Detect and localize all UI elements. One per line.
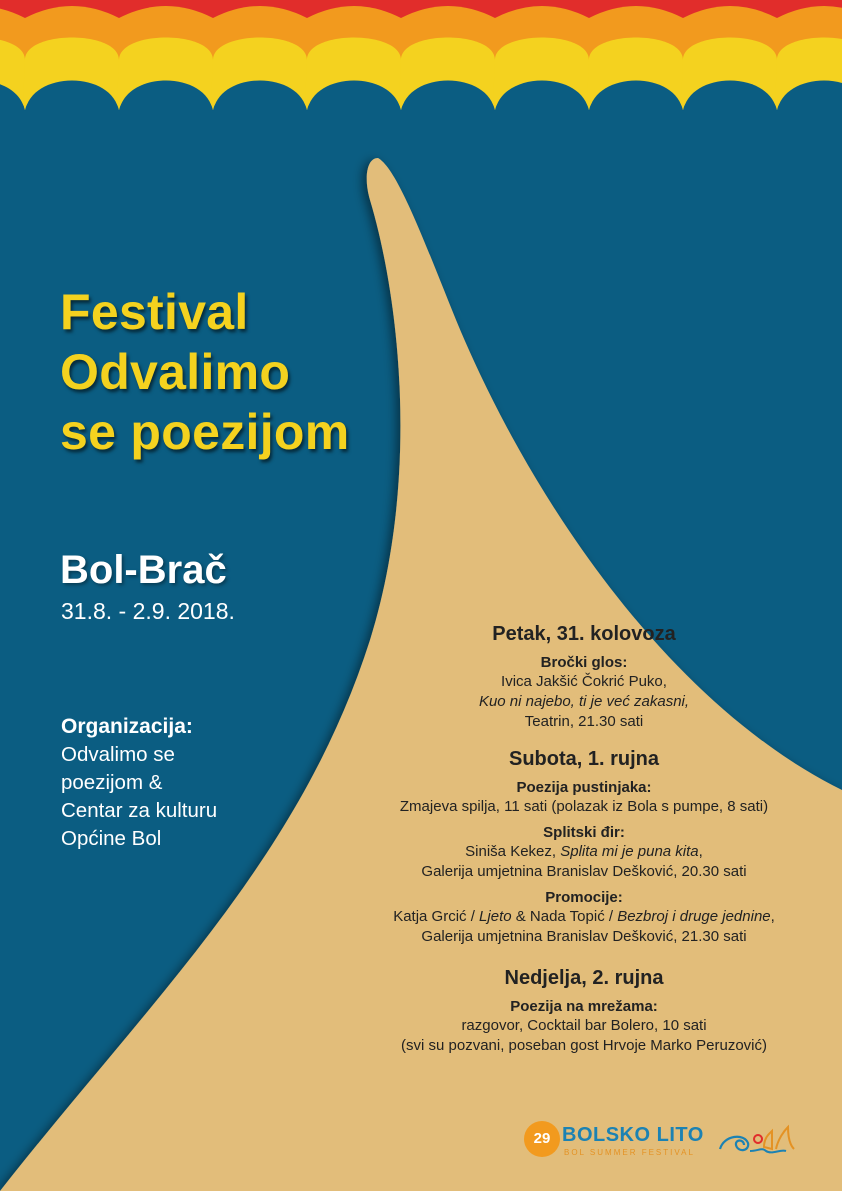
promo-author: Katja Grcić / xyxy=(393,908,480,925)
organization-text xyxy=(61,741,217,853)
event-title: Bročki glos: xyxy=(540,654,628,671)
day-heading: Petak, 31. kolovoza xyxy=(492,623,676,645)
event-venue: Teatrin, 21.30 sati xyxy=(524,713,644,730)
wave-sailboat-icon xyxy=(714,1121,804,1161)
scallop-border xyxy=(0,6,842,112)
event-note: (svi su pozvani, poseban gost Hrvoje Marko Peruzović) xyxy=(401,1037,767,1054)
title-line: se poezijom xyxy=(60,404,350,460)
program-schedule xyxy=(360,621,808,1056)
title-line: Odvalimo xyxy=(60,344,291,400)
event-work xyxy=(360,692,808,712)
title-line: Festival xyxy=(60,284,249,340)
event-detail: razgovor, Cocktail bar Bolero, 10 sati xyxy=(461,1017,707,1034)
event-title: Promocije: xyxy=(545,889,623,906)
day-heading: Subota, 1. rujna xyxy=(508,748,660,770)
event-promo: Katja Grcić / Ljeto & Nada Topić / Bezbroj i druge jednine, xyxy=(393,908,775,925)
logo-subtitle: BOL SUMMER FESTIVAL xyxy=(564,1148,695,1157)
organization-line: Odvalimo se xyxy=(61,743,175,766)
work-title: Splita mi je puna kita xyxy=(560,843,699,860)
logo-number-badge: 29 xyxy=(524,1121,560,1157)
event-author: Ivica Jakšić Čokrić Puko, xyxy=(501,673,667,690)
event xyxy=(360,888,808,947)
program-day xyxy=(360,746,808,947)
event-venue: Galerija umjetnina Branislav Dešković, 21.30 sati xyxy=(421,928,747,945)
festival-dates: 31.8. - 2.9. 2018. xyxy=(61,598,235,624)
festival-title xyxy=(60,282,349,462)
organization-label: Organizacija: xyxy=(61,715,193,738)
event-venue: Zmajeva spilja, 11 sati (polazak iz Bola s pumpe, 8 sati) xyxy=(399,798,769,815)
event xyxy=(360,653,808,732)
event-venue: Galerija umjetnina Branislav Dešković, 20.30 sati xyxy=(421,863,747,880)
day-heading: Nedjelja, 2. rujna xyxy=(504,967,664,989)
logo-name: BOLSKO LITO xyxy=(562,1124,704,1146)
work-title: Ljeto xyxy=(479,908,512,925)
work-title: Kuo ni najebo, ti je već zakasni, xyxy=(478,693,690,710)
organization-line: Općine Bol xyxy=(61,827,162,850)
program-day xyxy=(360,621,808,732)
event xyxy=(360,997,808,1056)
place-name: Bol-Brač xyxy=(60,548,227,592)
event-title: Poezija pustinjaka: xyxy=(516,779,652,796)
event-author: Siniša Kekez, xyxy=(465,843,557,860)
organization-line: Centar za kulturu xyxy=(61,799,218,822)
event-title: Splitski đir: xyxy=(543,824,625,841)
event-author-work: Siniša Kekez, Splita mi je puna kita, xyxy=(465,843,703,860)
promo-author: & Nada Topić / xyxy=(511,908,618,925)
bolsko-lito-logo xyxy=(524,1121,814,1165)
event-title: Poezija na mrežama: xyxy=(510,998,658,1015)
work-title: Bezbroj i druge jednine xyxy=(617,908,771,925)
program-day xyxy=(360,965,808,1056)
event xyxy=(360,823,808,882)
organization-line: poezijom & xyxy=(61,771,163,794)
event xyxy=(360,778,808,817)
